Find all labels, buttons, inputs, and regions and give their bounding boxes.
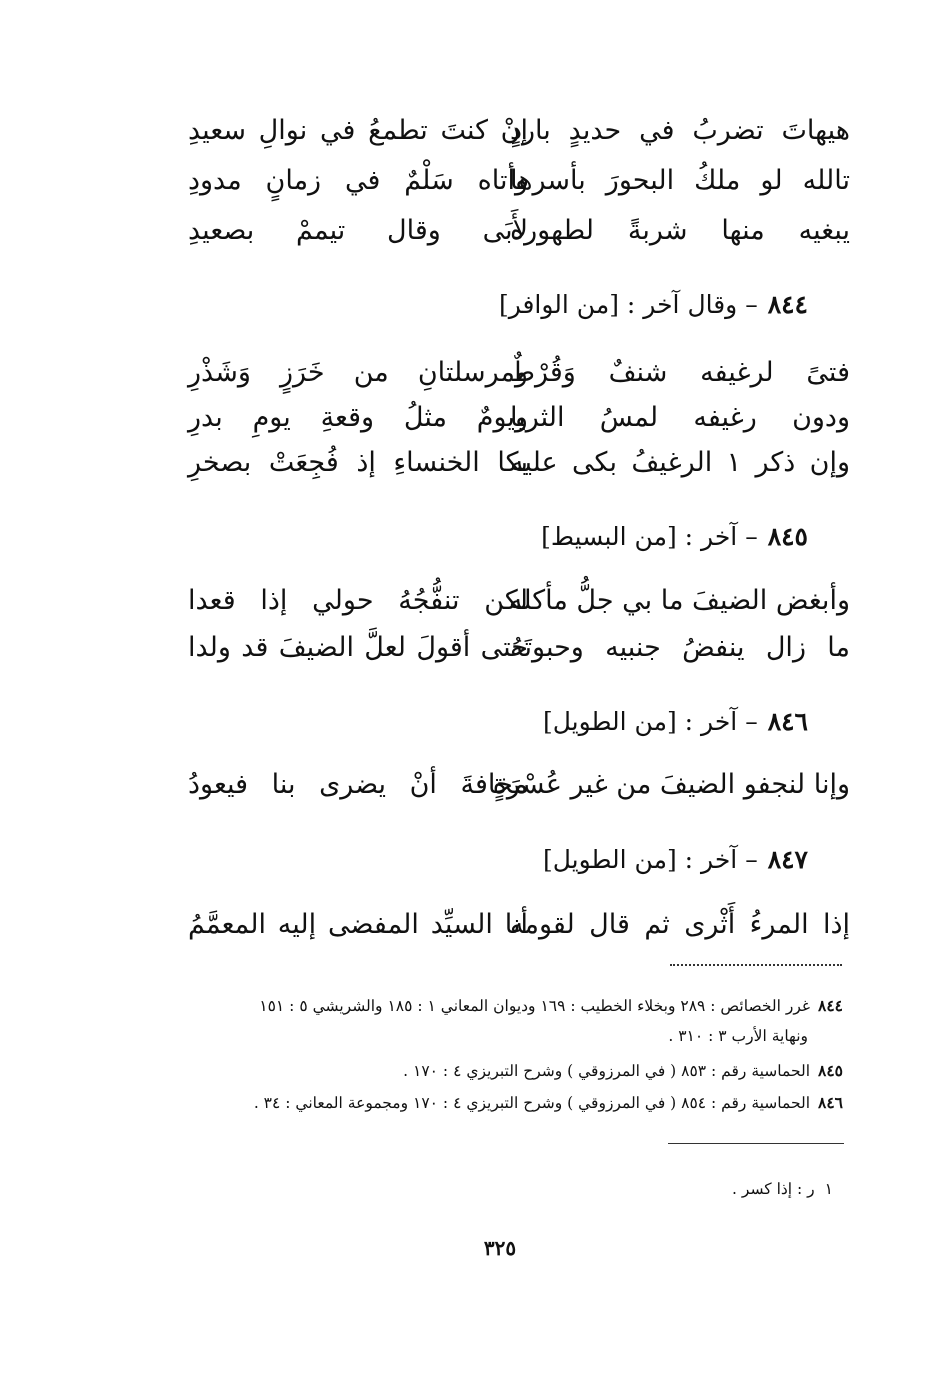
poem-number: ٨٤٥	[767, 522, 808, 551]
verse-first-hemistich: ودون رغيفه لمسُ الثريا	[510, 402, 850, 433]
source-note-continuation	[668, 1023, 808, 1049]
verse-second-hemistich: إنْ كنتَ تطمعُ في نوالِ سعيدِ	[188, 115, 528, 146]
poem-heading	[541, 517, 808, 557]
verse	[188, 762, 850, 808]
verse	[188, 350, 850, 396]
poem-heading-text: – آخر : [من البسيط]	[541, 522, 758, 551]
verse-second-hemistich: أنا السيِّد المفضى إليه المعمَّمُ	[188, 909, 528, 940]
verse	[188, 578, 850, 624]
verse-first-hemistich: تالله لو ملكُ البحورَ بأسرها	[510, 165, 850, 196]
verse-first-hemistich: وإنا لنجفو الضيفَ من غير عُسْرَةٍ	[492, 769, 850, 800]
verse	[188, 395, 850, 441]
poem-heading	[499, 285, 808, 325]
verse-first-hemistich: فتىً لرغيفه شنفٌ وَقُرْطٌ	[510, 357, 850, 388]
verse-first-hemistich: ما زال ينفضُ جنبيه وحبوتَهُ	[510, 632, 850, 663]
verse	[188, 108, 850, 154]
footnote-separator	[668, 1143, 844, 1144]
verse-first-hemistich: يبغيه منها شربةً لطهوره	[510, 215, 850, 246]
poem-heading	[543, 702, 808, 742]
footnote-text: ر : إذا كسر .	[732, 1180, 815, 1198]
footnote	[732, 1176, 833, 1202]
poem-heading-text: – آخر : [من الطويل]	[542, 707, 758, 736]
verse-second-hemistich: حتى أقولَ لعلَّ الضيفَ قد ولدا	[188, 632, 528, 663]
poem-number: ٨٤٦	[767, 707, 808, 736]
verse	[188, 158, 850, 204]
verse-second-hemistich: ومرسلتانِ من خَرَزٍ وَشَذْرِ	[188, 357, 528, 388]
footnote-number: ١	[824, 1180, 833, 1198]
verse-second-hemistich: لأَبَى وقال تيممْ بصعيدِ	[188, 215, 528, 246]
source-note	[254, 1090, 843, 1116]
source-text: ونهاية الأرب ٣ : ٣١٠ .	[668, 1027, 808, 1045]
verse-first-hemistich: وإن ذكر ١ الرغيفُ بكى عليه	[510, 447, 850, 478]
verse	[188, 902, 850, 948]
source-note	[403, 1058, 843, 1084]
verse-second-hemistich: مخافةَ أنْ يضرى بنا فيعودُ	[188, 769, 528, 800]
dotted-separator	[670, 964, 842, 966]
source-number: ٨٤٦	[818, 1093, 843, 1112]
poem-heading-text: – وقال آخر : [من الوافر]	[498, 290, 758, 319]
verse	[188, 208, 850, 254]
verse-first-hemistich: إذا المرءُ أَثْرى ثم قال لقومه	[510, 909, 850, 940]
verse-second-hemistich: لكن تنفُّجُهُ حولي إذا قعدا	[188, 585, 528, 616]
source-text: الحماسية رقم : ٨٥٣ ( في المرزوقي ) وشرح التبريزي ٤ : ١٧٠ .	[403, 1062, 811, 1080]
poem-number: ٨٤٧	[767, 845, 808, 874]
source-note	[259, 993, 843, 1019]
source-text: الحماسية رقم : ٨٥٤ ( في المرزوقي ) وشرح التبريزي ٤ : ١٧٠ ومجموعة المعاني : ٣٤ .	[253, 1094, 811, 1112]
source-number: ٨٤٥	[818, 1061, 843, 1080]
verse	[188, 440, 850, 486]
verse-second-hemistich: وأتاه سَلْمٌ في زمانٍ مدودِ	[188, 165, 528, 196]
poem-heading	[543, 840, 808, 880]
verse-second-hemistich: بكا الخنساءِ إذ فُجِعَتْ بصخرِ	[188, 447, 528, 478]
verse	[188, 625, 850, 671]
source-text: غرر الخصائص : ٢٨٩ وبخلاء الخطيب : ١٦٩ وديوان المعاني ١ : ١٨٥ والشريشي ٥ : ١٥١	[259, 997, 811, 1015]
verse-second-hemistich: ويومٌ مثلُ وقعةِ يومِ بدرِ	[188, 402, 528, 433]
verse-first-hemistich: وأبغض الضيفَ ما بي جلُّ مأكله	[508, 585, 850, 616]
source-number: ٨٤٤	[818, 996, 843, 1015]
poem-heading-text: – آخر : [من الطويل]	[542, 845, 758, 874]
page-number: ٣٢٥	[483, 1236, 517, 1260]
verse-first-hemistich: هيهاتَ تضربُ في حديدٍ باردٍ	[510, 115, 850, 146]
poem-number: ٨٤٤	[767, 290, 808, 319]
